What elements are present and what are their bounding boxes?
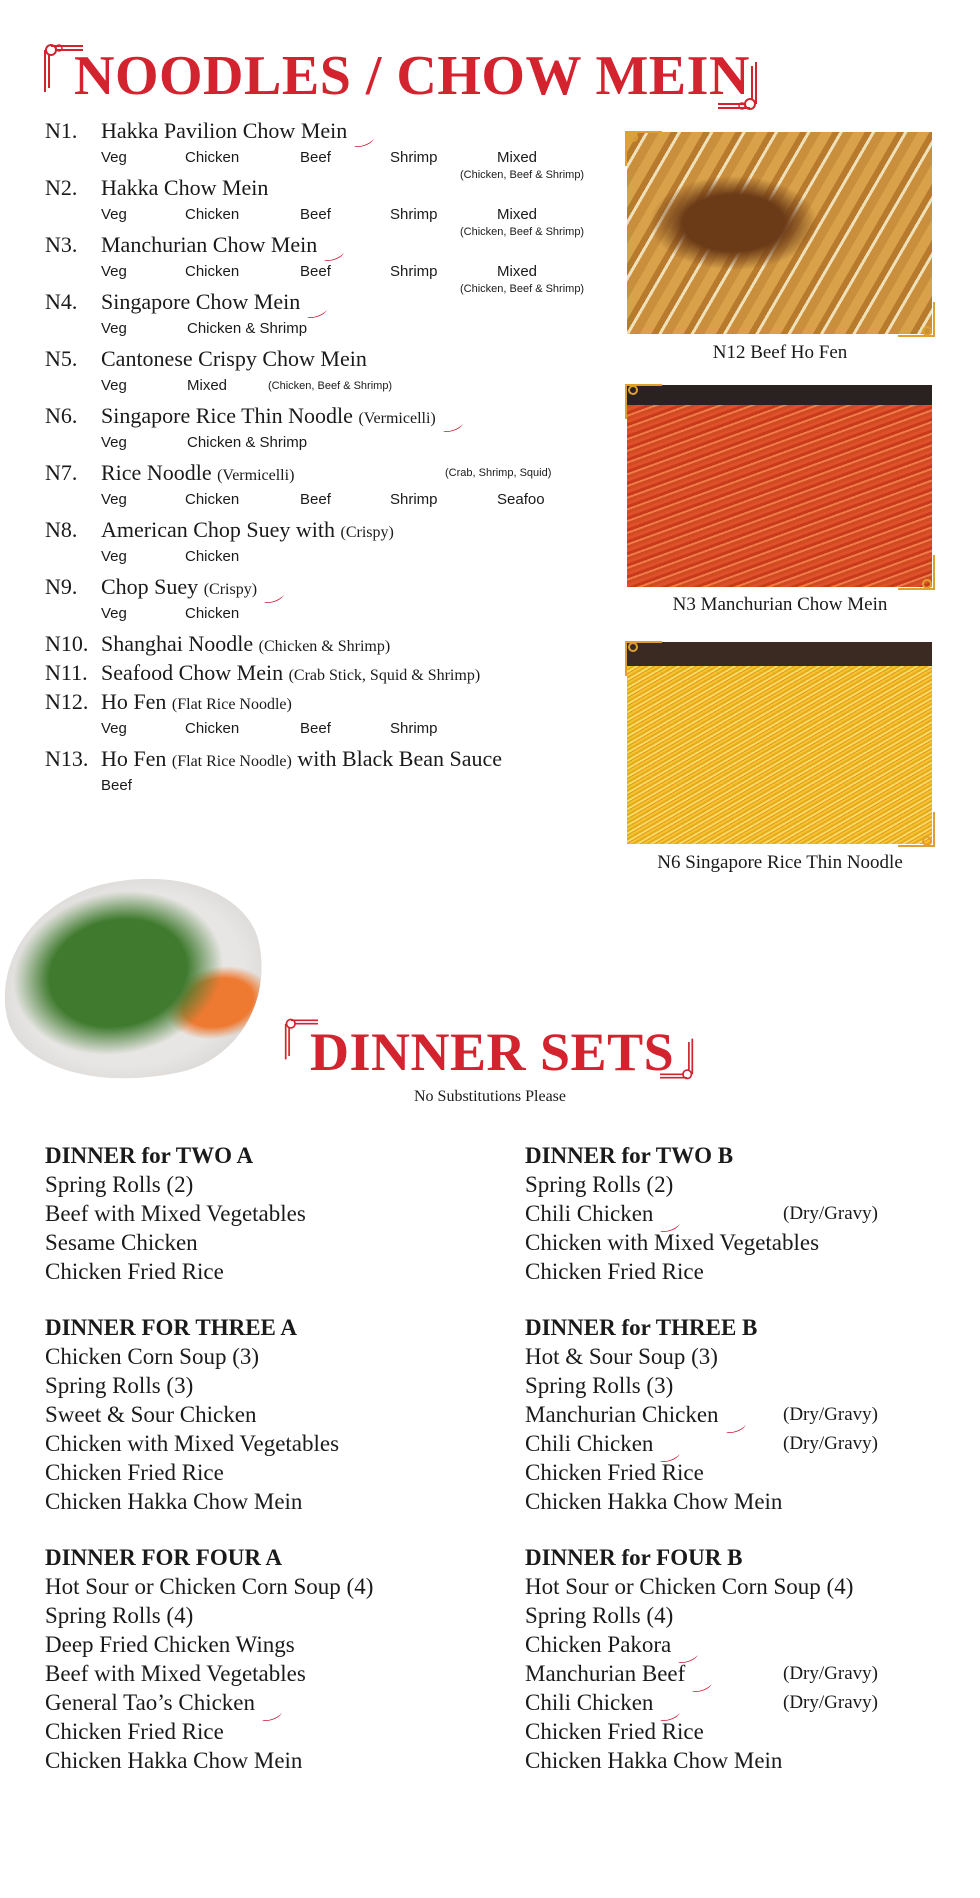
dinner-set-item [45,1601,485,1630]
item-name-text: Hakka Chow Mein [101,175,269,200]
dinner-set [525,1313,965,1516]
option-label: Veg [101,491,127,508]
dinner-set-item [45,1371,485,1400]
item-name-text: Chop Suey [101,574,199,599]
option-label: Veg [101,434,127,451]
item-name-text: Cantonese Crispy Chow Mein [101,346,367,371]
option-label: Beef [300,149,331,166]
ornament-corner-icon [624,638,664,678]
item-name [101,631,390,657]
option-label: Beef [300,263,331,280]
item-name-text: Shanghai Noodle [101,631,254,656]
dinner-set-item [525,1429,965,1458]
dish-name: Chicken Fried Rice [45,1259,224,1284]
chili-pepper-spicy-icon [677,1642,699,1652]
dinner-set-item [525,1371,965,1400]
dinner-set-item [525,1400,965,1429]
item-number: N5. [45,346,78,371]
item-number: N8. [45,517,78,542]
dish-name: Spring Rolls (3) [525,1373,674,1398]
option-label: Veg [101,206,127,223]
option-label: Chicken [185,548,240,565]
manchurian-chow-mein-photo [627,385,932,587]
dish-name: Beef with Mixed Vegetables [45,1201,306,1226]
item-description: (Crispy) [340,524,394,541]
ornament-bottom-right-icon [660,1036,694,1082]
item-name [101,289,328,315]
dinner-set-item [45,1630,485,1659]
dinner-set-item [525,1257,965,1286]
dinner-set-item [525,1659,965,1688]
dish-name: Hot Sour or Chicken Corn Soup (4) [45,1574,374,1599]
dish-name: Chili Chicken [525,1201,654,1226]
dish-style-option: (Dry/Gravy) [783,1663,878,1684]
chili-pepper-spicy-icon [691,1671,713,1681]
item-number: N1. [45,118,78,143]
chili-pepper-spicy-icon [306,299,328,309]
option-label: Veg [101,377,127,394]
dinner-set-item [525,1601,965,1630]
option-label: Chicken [185,206,240,223]
ornament-corner-icon [896,300,936,340]
dish-name: Spring Rolls (2) [45,1172,194,1197]
dinner-sets-subtitle: No Substitutions Please [413,1088,566,1105]
dish-name: Chicken Fried Rice [45,1460,224,1485]
dish-name: Chicken Hakka Chow Mein [525,1489,783,1514]
dinner-set-title: DINNER for TWO B [525,1143,734,1168]
dinner-set-item [525,1688,965,1717]
item-name [101,660,480,686]
dinner-set [525,1141,965,1286]
dinner-set-title: DINNER FOR FOUR A [45,1545,283,1570]
chili-pepper-spicy-icon [323,242,345,252]
option-label: Shrimp [390,206,438,223]
dish-style-option: (Dry/Gravy) [783,1692,878,1713]
item-name-text: Singapore Rice Thin Noodle [101,403,353,428]
dinner-set-item [525,1228,965,1257]
dinner-set-item [45,1659,485,1688]
item-name [101,232,345,258]
dinner-set-item [525,1170,965,1199]
item-description: (Vermicelli) [358,410,436,427]
dinner-set-item [45,1228,485,1257]
dish-name: Spring Rolls (4) [45,1603,194,1628]
item-number: N9. [45,574,78,599]
item-name-text: Singapore Chow Mein [101,289,301,314]
beef-ho-fen-photo [627,132,932,334]
option-label: Veg [101,720,127,737]
option-label: Chicken [185,149,240,166]
option-note: (Chicken, Beef & Shrimp) [268,380,393,392]
dinner-set-item [525,1487,965,1516]
dish-name: Chicken Fried Rice [525,1259,704,1284]
chili-pepper-spicy-icon [659,1441,681,1451]
dish-name: Sesame Chicken [45,1230,198,1255]
dish-name: Hot Sour or Chicken Corn Soup (4) [525,1574,854,1599]
dinner-set-item [525,1717,965,1746]
dinner-set-title: DINNER FOR THREE A [45,1315,297,1340]
dinner-set-title: DINNER for THREE B [525,1315,758,1340]
option-label: Shrimp [390,720,438,737]
item-number: N11. [45,660,88,685]
dinner-set-item [525,1746,965,1775]
option-note: (Crab, Shrimp, Squid) [445,467,552,479]
option-label: Chicken & Shrimp [187,434,308,451]
dinner-set [45,1313,485,1516]
ornament-bottom-right-icon [718,60,758,112]
dish-name: Chili Chicken [525,1690,654,1715]
singapore-rice-noodle-photo [627,642,932,844]
chili-pepper-spicy-icon [659,1211,681,1221]
dinner-set-item [45,1257,485,1286]
dish-name: Sweet & Sour Chicken [45,1402,257,1427]
dish-name: Chicken Fried Rice [525,1719,704,1744]
item-number: N6. [45,403,78,428]
noodles-title: NOODLES / CHOW MEIN [74,45,750,107]
option-note: (Chicken, Beef & Shrimp) [460,226,585,238]
item-name-text: Rice Noodle [101,460,212,485]
chili-pepper-spicy-icon [659,1700,681,1710]
item-name [101,346,367,372]
option-label: Chicken [185,491,240,508]
dinner-set-title: DINNER for FOUR B [525,1545,743,1570]
dinner-set-item [45,1342,485,1371]
dish-name: Chicken Fried Rice [45,1719,224,1744]
dish-name: Chicken Hakka Chow Mein [525,1748,783,1773]
ornament-corner-icon [896,553,936,593]
chili-pepper-spicy-icon [263,584,285,594]
dish-name: Manchurian Chicken [525,1402,719,1427]
chili-pepper-spicy-icon [442,413,464,423]
dinner-sets-left-column [45,1141,485,1802]
option-label: Chicken [185,263,240,280]
ornament-corner-icon [896,810,936,850]
dish-name: Manchurian Beef [525,1661,686,1686]
dinner-set-item [45,1400,485,1429]
item-name-text: Hakka Pavilion Chow Mein [101,118,348,143]
item-description: (Crispy) [203,581,258,598]
item-number: N2. [45,175,78,200]
item-name-text: Ho Fen [101,689,167,714]
item-number: N10. [45,631,89,656]
option-label: Shrimp [390,263,438,280]
item-name [101,403,464,429]
dish-name: Chicken Corn Soup (3) [45,1344,260,1369]
option-label: Mixed [187,377,228,394]
item-number: N3. [45,232,78,257]
item-name [101,118,375,144]
item-name [101,460,294,486]
option-label: Veg [101,263,127,280]
item-name-text: American Chop Suey with [101,517,336,542]
item-number: N4. [45,289,78,314]
dinner-set-item [45,1572,485,1601]
dish-name: General Tao’s Chicken [45,1690,256,1715]
item-description: (Vermicelli) [217,467,295,484]
option-label: Veg [101,149,127,166]
photo-caption: N6 Singapore Rice Thin Noodle [657,852,903,873]
item-name [101,574,285,600]
item-description: (Chicken & Shrimp) [258,638,391,655]
item-name [101,746,502,772]
dinner-set-item [45,1170,485,1199]
option-label: Shrimp [390,149,438,166]
green-beans-dish-photo [0,855,282,1105]
item-description: (Crab Stick, Squid & Shrimp) [288,667,481,684]
dinner-set-item [525,1199,965,1228]
dish-name: Chicken with Mixed Vegetables [525,1230,820,1255]
option-label: Seafoo [497,491,545,508]
option-label: Chicken [185,720,240,737]
item-name-text: Manchurian Chow Mein [101,232,318,257]
option-label: Mixed [497,263,538,280]
option-label: Veg [101,320,127,337]
option-label: Chicken [185,605,240,622]
dinner-set-item [525,1458,965,1487]
item-name-text: Seafood Chow Mein [101,660,284,685]
ornament-corner-icon [624,128,664,168]
dinner-sets-right-column [525,1141,965,1802]
dish-name: Chicken Hakka Chow Mein [45,1489,303,1514]
option-label: Veg [101,605,127,622]
dinner-set [45,1141,485,1286]
dish-style-option: (Dry/Gravy) [783,1203,878,1224]
option-label: Mixed [497,149,538,166]
dish-name: Deep Fried Chicken Wings [45,1632,295,1657]
dinner-set-title: DINNER for TWO A [45,1143,254,1168]
photo-caption: N3 Manchurian Chow Mein [672,594,888,615]
item-name [101,175,268,201]
dinner-set [45,1543,485,1775]
dinner-sets-title: DINNER SETS [310,1022,675,1082]
dinner-set-item [525,1572,965,1601]
option-label: Shrimp [390,491,438,508]
photo-caption: N12 Beef Ho Fen [712,342,848,363]
dinner-set-item [45,1429,485,1458]
dish-name: Spring Rolls (2) [525,1172,674,1197]
item-number: N12. [45,689,89,714]
ornament-corner-icon [624,381,664,421]
dinner-set-item [45,1717,485,1746]
dinner-set [525,1543,965,1775]
option-note: (Chicken, Beef & Shrimp) [460,283,585,295]
option-label: Beef [300,491,331,508]
chili-pepper-spicy-icon [261,1700,283,1710]
option-label: Beef [300,206,331,223]
item-number: N13. [45,746,89,771]
dinner-set-item [45,1688,485,1717]
item-name-text: Ho Fen [101,746,167,771]
dish-name: Spring Rolls (3) [45,1373,194,1398]
dish-name: Chicken Fried Rice [525,1460,704,1485]
dish-style-option: (Dry/Gravy) [783,1433,878,1454]
dish-name: Chicken Hakka Chow Mein [45,1748,303,1773]
dish-name: Spring Rolls (4) [525,1603,674,1628]
item-name [101,517,394,543]
item-description: (Flat Rice Noodle) [171,696,292,713]
option-note: (Chicken, Beef & Shrimp) [460,169,585,181]
chili-pepper-spicy-icon [353,128,375,138]
dish-style-option: (Dry/Gravy) [783,1404,878,1425]
dinner-set-item [45,1746,485,1775]
item-name [101,689,292,715]
item-number: N7. [45,460,78,485]
dinner-set-item [525,1630,965,1659]
option-label: Beef [101,777,132,794]
dinner-set-item [45,1199,485,1228]
option-label: Veg [101,548,127,565]
dinner-set-item [45,1487,485,1516]
dish-name: Beef with Mixed Vegetables [45,1661,306,1686]
option-label: Chicken & Shrimp [187,320,308,337]
dish-name: Chicken Pakora [525,1632,672,1657]
item-description: (Flat Rice Noodle) [171,753,292,770]
dinner-set-item [525,1342,965,1371]
dinner-set-item [45,1458,485,1487]
dish-name: Chili Chicken [525,1431,654,1456]
dish-name: Chicken with Mixed Vegetables [45,1431,340,1456]
chili-pepper-spicy-icon [725,1412,747,1422]
option-label: Beef [300,720,331,737]
item-name-suffix: with Black Bean Sauce [297,746,503,771]
dish-name: Hot & Sour Soup (3) [525,1344,718,1369]
option-label: Mixed [497,206,538,223]
